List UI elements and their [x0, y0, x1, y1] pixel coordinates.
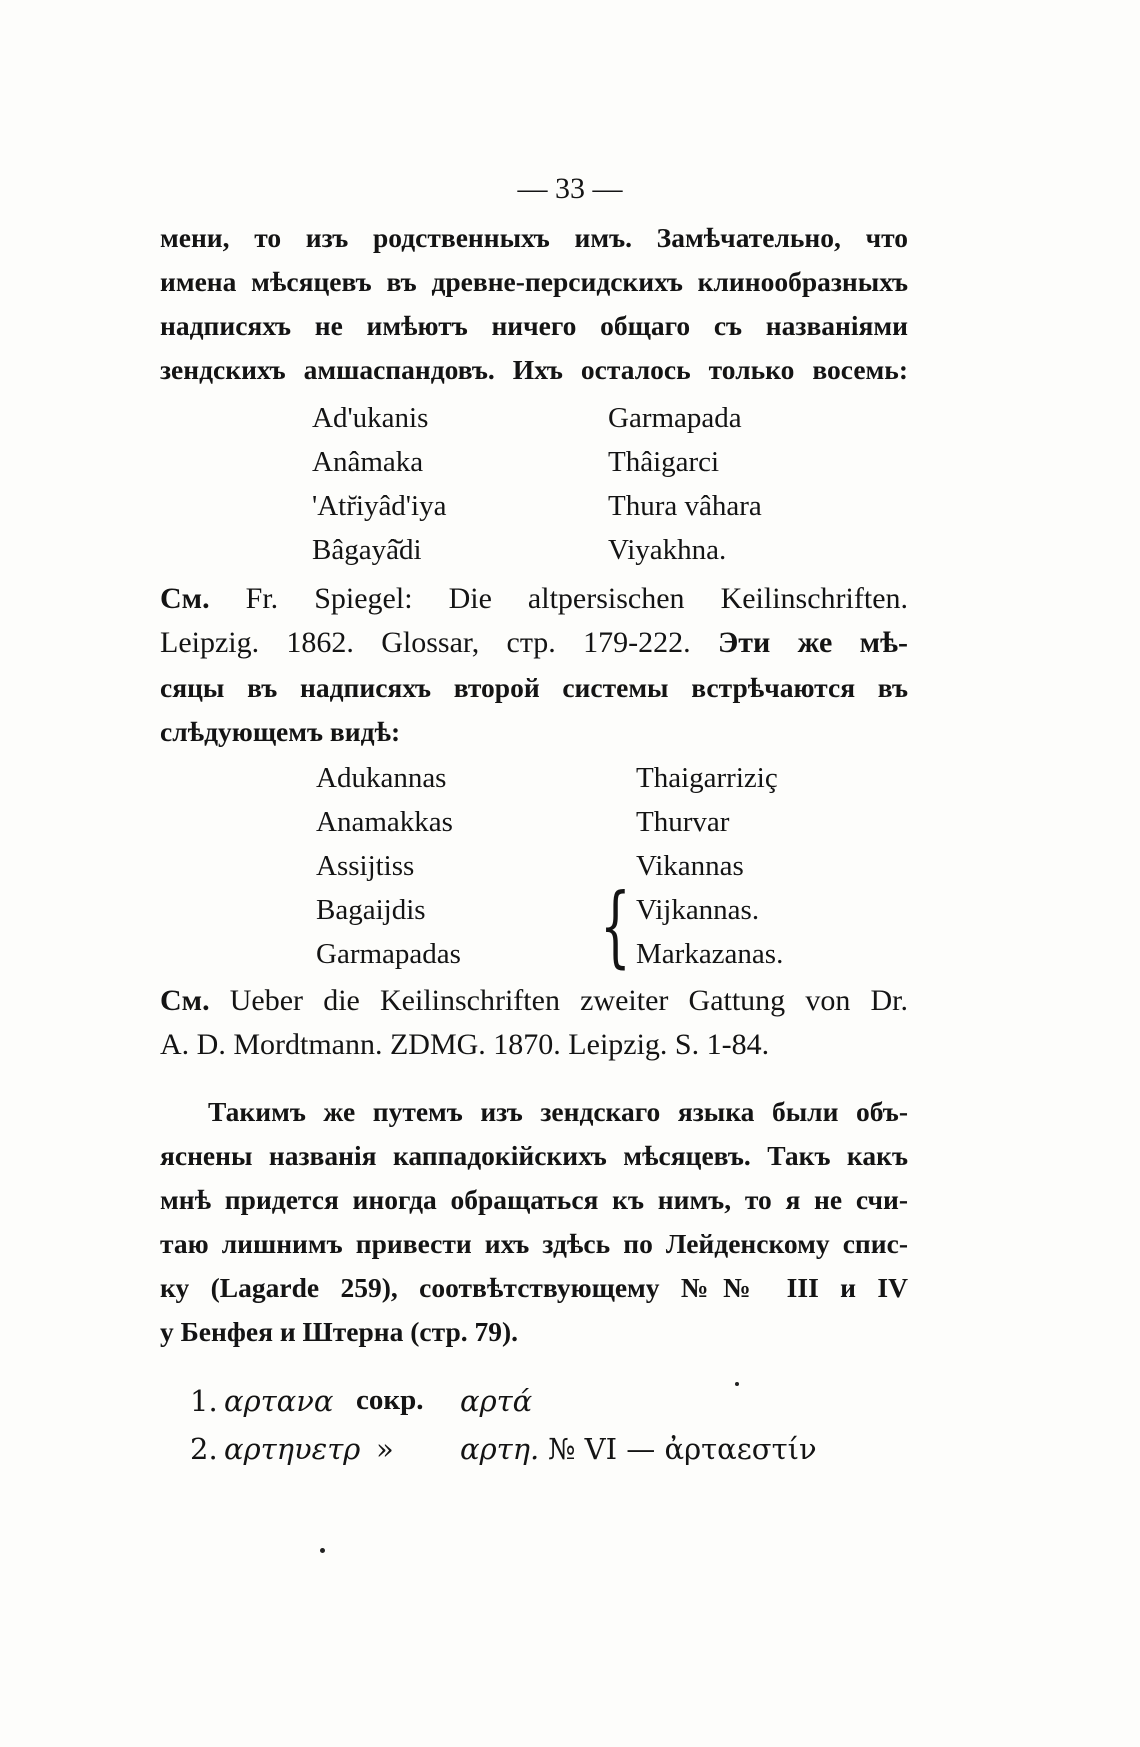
month-second-system: Vikannas [636, 850, 744, 882]
para2-line-2: яснены названія каппадокійскихъ мѣсяцевъ. Такъ какъ [160, 1140, 908, 1171]
reference-spiegel-line-2 [160, 626, 908, 660]
month-second-system: Garmapadas [316, 938, 461, 970]
citation-text: Fr. Spiegel: Die altpersischen Keilinschriften. [245, 582, 909, 615]
list-item-word: αρτανα [224, 1384, 334, 1418]
see-abbrev: См. [160, 582, 210, 615]
list-item-extra: № VI — ἀρταεστίν [548, 1432, 817, 1466]
reference-spiegel-line-3: сяцы въ надписяхъ второй системы встрѣчаются въ [160, 672, 908, 703]
para2-line-3: мнѣ придется иногда обращаться къ нимъ, то я не счи- [160, 1184, 908, 1215]
month-second-system: Markazanas. [636, 938, 784, 970]
list-item-num: 2. [190, 1432, 218, 1466]
list-item-abbr: » [376, 1432, 394, 1466]
para2-line-6: у Бенфея и Штерна (стр. 79). [160, 1316, 519, 1347]
month-second-system: Anamakkas [316, 806, 453, 838]
para2-line-1: Такимъ же путемъ изъ зендскаго языка были объ- [208, 1096, 908, 1127]
month-old-persian: Garmapada [608, 402, 742, 434]
month-second-system: Adukannas [316, 762, 447, 794]
month-old-persian: Ad'ukanis [312, 402, 429, 434]
ink-speck [320, 1548, 325, 1553]
para1-line-2: имена мѣсяцевъ въ древне-персидскихъ клинообразныхъ [160, 266, 908, 297]
reference-spiegel-line-1 [160, 582, 908, 616]
month-second-system: Thaigarriziç [636, 762, 778, 794]
reference-spiegel-line-4: слѣдующемъ видѣ: [160, 716, 401, 747]
month-old-persian: Bâgayâ̆di [312, 534, 422, 566]
para2-line-5: ку (Lagarde 259), соотвѣтствующему №№ III и IV [160, 1272, 908, 1303]
citation-text: Ueber die Keilinschriften zweiter Gattung von Dr. [229, 984, 908, 1017]
continuation-text: Эти же мѣ- [717, 626, 909, 659]
list-item-short: αρτη. [460, 1432, 540, 1466]
list-item-num: 1. [190, 1384, 218, 1418]
para1-line-4: зендскихъ амшаспандовъ. Ихъ осталось только восемь: [160, 354, 908, 385]
reference-mordtmann-line-1 [160, 984, 908, 1018]
curly-brace-icon: { [600, 874, 631, 977]
see-abbrev: См. [160, 984, 210, 1017]
list-item-short: αρτά [460, 1384, 533, 1418]
reference-mordtmann-line-2: A. D. Mordtmann. ZDMG. 1870. Leipzig. S. 1-84. [160, 1028, 770, 1061]
month-second-system: Thurvar [636, 806, 730, 838]
month-old-persian: Viyakhna. [608, 534, 727, 566]
ink-speck [735, 1382, 739, 1386]
page-number: — 33 — [517, 172, 623, 205]
month-second-system: Bagaijdis [316, 894, 426, 926]
para1-line-3: надписяхъ не имѣютъ ничего общаго съ названіями [160, 310, 908, 341]
list-item-abbr: сокр. [356, 1384, 424, 1416]
citation-text: Leipzig. 1862. Glossar, [160, 626, 480, 659]
para2-line-4: таю лишнимъ привести ихъ здѣсь по Лейденскому спис- [160, 1228, 908, 1259]
month-old-persian: Thâigarci [608, 446, 720, 478]
month-old-persian: Anâmaka [312, 446, 424, 478]
month-old-persian: 'Atr̆iyâd'iya [312, 490, 447, 522]
page-range: 179-222. [583, 626, 691, 659]
month-second-system: Assijtiss [316, 850, 415, 882]
pages-abbrev: стр. [506, 626, 556, 659]
para1-line-1: мени, то изъ родственныхъ имъ. Замѣчательно, что [160, 222, 908, 253]
list-item-word: αρτηυετρ [224, 1432, 361, 1466]
month-old-persian: Thura vâhara [608, 490, 762, 522]
month-second-system: Vijkannas. [636, 894, 760, 926]
